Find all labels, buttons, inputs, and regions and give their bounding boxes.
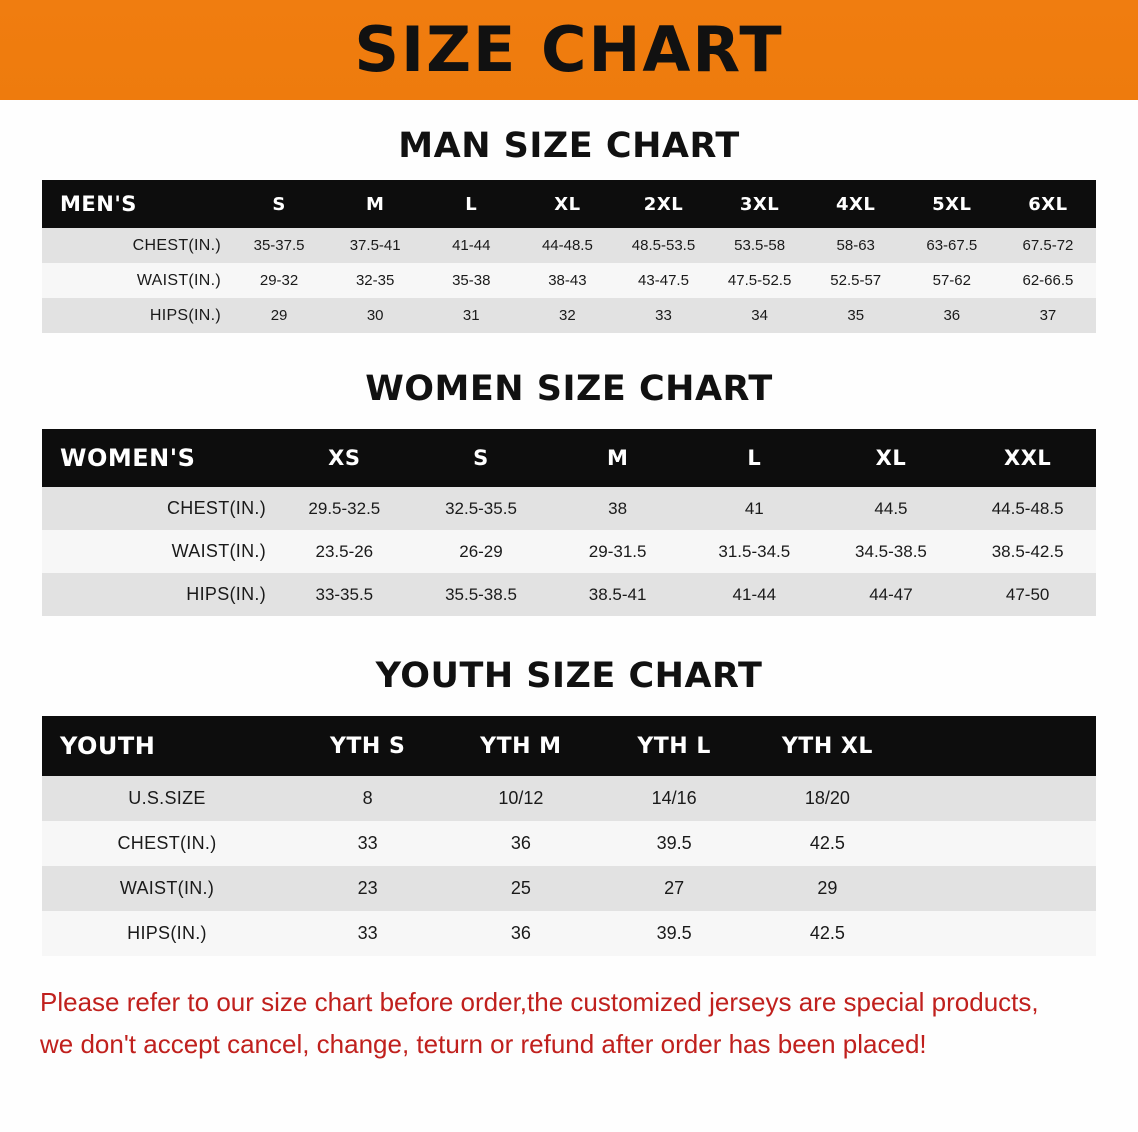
table-cell-empty	[904, 911, 1096, 956]
column-header: YOUTH	[60, 732, 156, 760]
column-header: 2XL	[643, 193, 684, 215]
table-cell: 39.5	[656, 833, 692, 853]
table-cell: 43-47.5	[638, 272, 689, 289]
page-title: SIZE CHART	[354, 13, 784, 86]
column-header: XXL	[1004, 446, 1052, 470]
women-section-heading: WOMEN SIZE CHART	[365, 369, 773, 409]
table-cell: 42.5	[809, 833, 845, 853]
table-cell: 32-35	[355, 272, 395, 289]
row-label: CHEST(IN.)	[117, 833, 217, 853]
table-row	[42, 530, 1096, 573]
table-cell: 42.5	[809, 923, 845, 943]
column-header: M	[606, 446, 629, 470]
column-header: YTH L	[637, 733, 711, 759]
table-cell: 44.5-48.5	[991, 498, 1064, 518]
footer-line-2: we don't accept cancel, change, teturn or refund after order has been placed!	[40, 1028, 927, 1059]
table-header-row	[42, 429, 1096, 487]
table-cell: 29	[270, 307, 288, 324]
table-cell: 29	[817, 878, 838, 898]
youth-table-head	[42, 716, 1096, 776]
table-cell: 18/20	[804, 788, 850, 808]
column-header: YTH S	[329, 733, 406, 759]
table-cell-empty	[904, 821, 1096, 866]
table-cell: 53.5-58	[734, 237, 786, 254]
table-row	[42, 263, 1096, 298]
table-cell: 57-62	[932, 272, 971, 289]
row-label: U.S.SIZE	[128, 788, 206, 808]
youth-size-table	[42, 716, 1096, 956]
table-cell: 47.5-52.5	[727, 272, 792, 289]
footer-disclaimer	[40, 982, 1098, 1065]
table-cell: 31.5-34.5	[718, 541, 791, 561]
table-cell: 29.5-32.5	[308, 498, 381, 518]
row-label: WAIST(IN.)	[171, 541, 266, 561]
table-cell: 33	[655, 307, 672, 324]
table-cell: 48.5-53.5	[631, 237, 696, 254]
table-cell: 29-32	[259, 272, 299, 289]
table-cell: 39.5	[656, 923, 692, 943]
row-label: HIPS(IN.)	[186, 584, 266, 604]
man-table-body	[42, 228, 1096, 333]
table-cell: 38.5-41	[588, 584, 647, 604]
table-cell-empty	[904, 776, 1096, 821]
table-cell: 35	[847, 307, 865, 324]
man-section-heading: MAN SIZE CHART	[398, 126, 740, 166]
column-header: S	[272, 193, 286, 215]
table-cell: 35-37.5	[253, 237, 305, 254]
table-cell: 34.5-38.5	[855, 541, 927, 561]
man-size-table	[42, 180, 1096, 333]
table-cell: 38	[608, 498, 628, 518]
column-header: 3XL	[739, 193, 780, 215]
table-cell: 44.5	[874, 498, 908, 518]
table-cell-empty	[904, 866, 1096, 911]
table-cell: 26-29	[459, 541, 503, 561]
youth-table-wrapper	[42, 716, 1096, 956]
column-header: XL	[875, 446, 907, 470]
table-cell: 33	[357, 833, 378, 853]
column-header: L	[465, 193, 478, 215]
table-cell: 36	[510, 833, 531, 853]
table-cell: 63-67.5	[926, 237, 978, 254]
women-size-table	[42, 429, 1096, 616]
table-cell: 38.5-42.5	[991, 541, 1064, 561]
table-cell: 33-35.5	[315, 584, 374, 604]
table-cell: 36	[510, 923, 531, 943]
table-header-row	[42, 716, 1096, 776]
spacer	[0, 696, 1138, 716]
column-header-empty	[904, 716, 1096, 776]
table-cell: 37	[1039, 307, 1057, 324]
table-cell: 37.5-41	[349, 237, 401, 254]
column-header: L	[747, 446, 762, 470]
column-header: MEN'S	[60, 192, 137, 216]
table-cell: 44-47	[869, 584, 913, 604]
women-table-wrapper	[42, 429, 1096, 616]
table-row	[42, 298, 1096, 333]
table-row	[42, 228, 1096, 263]
table-row	[42, 821, 1096, 866]
column-header: XL	[554, 193, 581, 215]
table-cell: 38-43	[548, 272, 587, 289]
table-cell: 27	[664, 878, 685, 898]
table-row	[42, 776, 1096, 821]
row-label: WAIST(IN.)	[119, 878, 215, 898]
column-header: WOMEN'S	[60, 444, 196, 472]
table-cell: 31	[462, 307, 480, 324]
table-row	[42, 866, 1096, 911]
man-table-wrapper	[42, 180, 1096, 333]
table-cell: 10/12	[498, 788, 544, 808]
table-cell: 52.5-57	[830, 272, 882, 289]
table-row	[42, 911, 1096, 956]
table-cell: 36	[943, 307, 961, 324]
table-cell: 62-66.5	[1022, 272, 1074, 289]
women-table-body	[42, 487, 1096, 616]
table-cell: 41-44	[452, 237, 491, 254]
table-cell: 29-31.5	[588, 541, 647, 561]
table-cell: 33	[357, 923, 378, 943]
table-cell: 44-48.5	[541, 237, 593, 254]
table-cell: 41-44	[732, 584, 777, 604]
table-cell: 8	[362, 788, 373, 808]
table-cell: 34	[751, 307, 768, 324]
page-banner	[0, 0, 1138, 100]
table-row	[42, 487, 1096, 530]
table-cell: 41	[744, 498, 764, 518]
table-cell: 58-63	[836, 237, 875, 254]
row-label: CHEST(IN.)	[167, 498, 266, 518]
row-label: WAIST(IN.)	[136, 271, 221, 289]
youth-table-body	[42, 776, 1096, 956]
table-cell: 32	[559, 307, 576, 324]
column-header: S	[473, 446, 489, 470]
spacer	[0, 166, 1138, 180]
man-table-head	[42, 180, 1096, 228]
column-header: YTH XL	[781, 733, 873, 759]
row-label: CHEST(IN.)	[132, 236, 221, 254]
column-header: XS	[328, 446, 361, 470]
table-cell: 14/16	[651, 788, 697, 808]
footer-line-1: Please refer to our size chart before order,the customized jerseys are special products,	[40, 987, 1039, 1017]
table-cell: 47-50	[1005, 584, 1050, 604]
row-label: HIPS(IN.)	[127, 923, 207, 943]
row-label: HIPS(IN.)	[149, 306, 221, 324]
column-header: YTH M	[480, 733, 562, 759]
column-header: M	[365, 193, 385, 215]
table-cell: 67.5-72	[1022, 237, 1074, 254]
table-cell: 32.5-35.5	[445, 498, 517, 518]
table-cell: 35-38	[452, 272, 491, 289]
column-header: 6XL	[1028, 193, 1068, 215]
table-cell: 25	[510, 878, 531, 898]
column-header: 5XL	[932, 193, 972, 215]
table-cell: 23.5-26	[315, 541, 374, 561]
column-header: 4XL	[836, 193, 876, 215]
table-cell: 35.5-38.5	[445, 584, 517, 604]
table-row	[42, 573, 1096, 616]
women-table-head	[42, 429, 1096, 487]
spacer	[0, 409, 1138, 429]
table-header-row	[42, 180, 1096, 228]
table-cell: 23	[357, 878, 378, 898]
table-cell: 30	[366, 307, 384, 324]
youth-section-heading: YOUTH SIZE CHART	[375, 656, 763, 696]
